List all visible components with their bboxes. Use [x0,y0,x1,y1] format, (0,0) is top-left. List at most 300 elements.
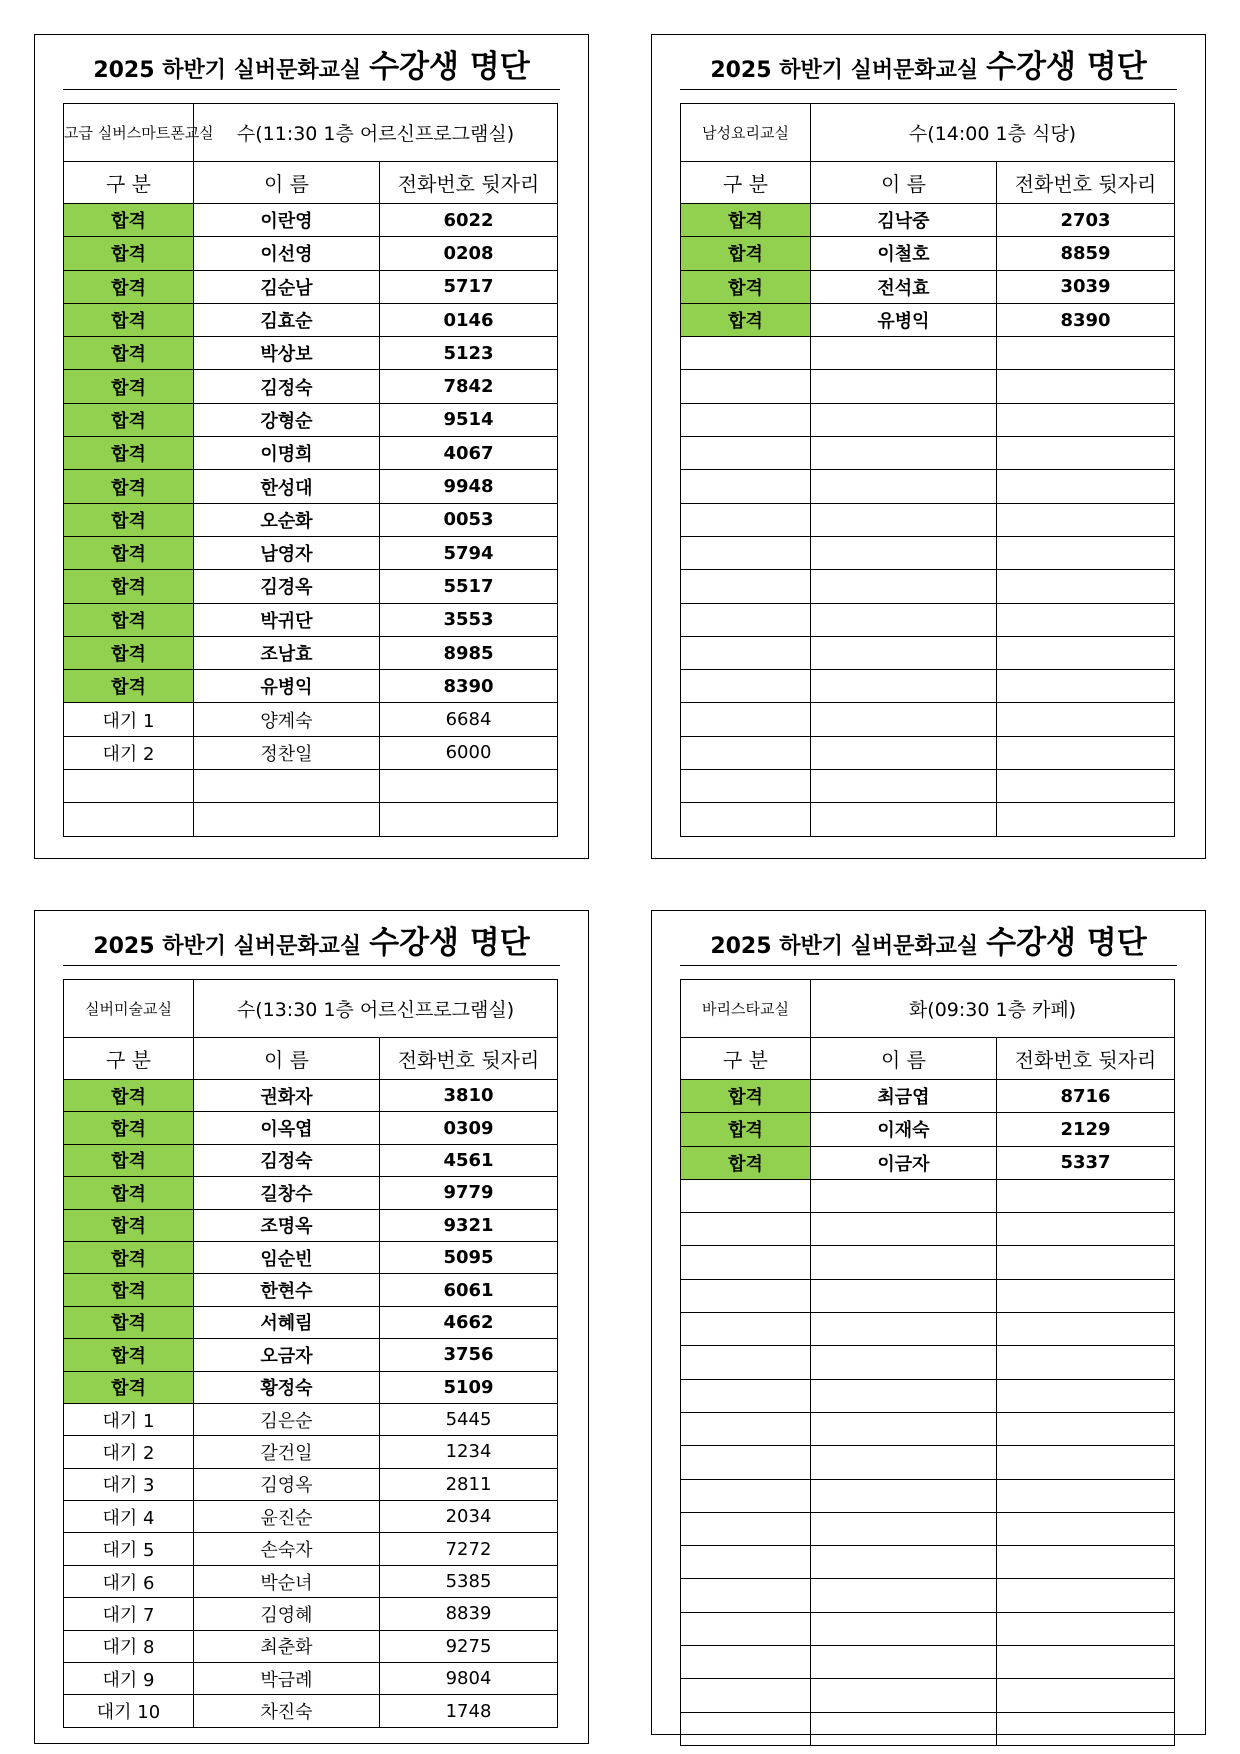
column-header-name: 이 름 [194,162,380,204]
roster-table [63,103,558,837]
table-row [64,303,558,336]
name-cell: 한현수 [194,1274,380,1306]
roster-panel-barista [651,910,1206,1735]
name-cell: 한성대 [194,470,380,503]
name-cell: 차진숙 [194,1695,380,1727]
status-cell: 합격 [64,536,194,569]
table-row [681,1412,1175,1445]
status-cell [681,1379,811,1412]
column-header-name: 이 름 [194,1038,380,1080]
status-cell: 대기 8 [64,1630,194,1662]
phone-cell: 9275 [380,1630,558,1662]
name-cell: 양계숙 [194,703,380,736]
phone-cell: 5445 [380,1403,558,1435]
class-info-row [64,104,558,162]
title-main: 수강생 명단 [369,49,530,85]
status-cell: 합격 [64,503,194,536]
table-row [681,603,1175,636]
name-cell [811,570,997,603]
table-row [64,503,558,536]
table-row [681,1579,1175,1612]
name-cell: 이금자 [811,1146,997,1179]
phone-cell: 6684 [380,703,558,736]
table-row [64,1306,558,1338]
table-row [681,670,1175,703]
table-row [64,1241,558,1273]
status-cell: 합격 [64,1274,194,1306]
phone-cell: 7842 [380,370,558,403]
status-cell: 대기 7 [64,1598,194,1630]
name-cell: 김영혜 [194,1598,380,1630]
name-cell [811,1712,997,1745]
panel-title [680,921,1177,966]
name-cell: 조남효 [194,636,380,669]
class-name: 고급 실버스마트폰교실 [64,104,194,162]
phone-cell [997,1179,1175,1212]
name-cell: 김영옥 [194,1468,380,1500]
phone-cell: 3756 [380,1339,558,1371]
phone-cell: 2129 [997,1113,1175,1146]
table-row [64,1080,558,1112]
title-prefix: 2025 하반기 실버문화교실 [93,934,362,959]
title-main: 수강생 명단 [986,925,1147,961]
table-row [681,536,1175,569]
phone-cell [997,1479,1175,1512]
table-row [64,1144,558,1176]
table-row [64,1339,558,1371]
status-cell: 합격 [64,1177,194,1209]
name-cell: 이명희 [194,437,380,470]
phone-cell [997,437,1175,470]
table-row [681,770,1175,803]
class-schedule: 수(13:30 1층 어르신프로그램실) [194,980,558,1038]
phone-cell: 5517 [380,570,558,603]
status-cell [681,1313,811,1346]
phone-cell [997,570,1175,603]
status-cell: 합격 [681,1113,811,1146]
status-cell: 합격 [64,1112,194,1144]
status-cell [681,1412,811,1445]
phone-cell [997,670,1175,703]
title-main: 수강생 명단 [986,49,1147,85]
status-cell [681,1479,811,1512]
name-cell [811,1446,997,1479]
table-row [681,570,1175,603]
table-row [64,1112,558,1144]
phone-cell: 0208 [380,237,558,270]
table-row [681,1080,1175,1113]
status-cell: 대기 10 [64,1695,194,1727]
name-cell [811,503,997,536]
phone-cell: 4662 [380,1306,558,1338]
status-cell [681,770,811,803]
phone-cell [997,1679,1175,1712]
status-cell [681,1612,811,1645]
phone-cell: 5794 [380,536,558,569]
phone-cell: 8859 [997,237,1175,270]
name-cell: 이재숙 [811,1113,997,1146]
phone-cell: 4067 [380,437,558,470]
table-row [64,437,558,470]
name-cell: 김은순 [194,1403,380,1435]
name-cell [811,1612,997,1645]
status-cell [681,470,811,503]
table-row [681,1546,1175,1579]
roster-panel-smartphone [34,34,589,859]
status-cell: 합격 [64,270,194,303]
phone-cell: 5717 [380,270,558,303]
status-cell: 합격 [681,270,811,303]
title-main: 수강생 명단 [369,925,530,961]
status-cell [681,636,811,669]
table-row [681,736,1175,769]
table-row [681,303,1175,336]
phone-cell: 5095 [380,1241,558,1273]
phone-cell: 2811 [380,1468,558,1500]
name-cell [811,337,997,370]
name-cell [811,1379,997,1412]
name-cell: 이란영 [194,204,380,237]
name-cell: 유병익 [194,670,380,703]
status-cell [681,703,811,736]
phone-cell: 8390 [380,670,558,703]
phone-cell: 1234 [380,1436,558,1468]
phone-cell [380,803,558,836]
column-header-status: 구 분 [681,1038,811,1080]
status-cell: 대기 5 [64,1533,194,1565]
name-cell: 최금엽 [811,1080,997,1113]
table-row [681,403,1175,436]
phone-cell: 6022 [380,204,558,237]
phone-cell [997,1646,1175,1679]
name-cell: 유병익 [811,303,997,336]
column-header-status: 구 분 [64,162,194,204]
table-row [64,1274,558,1306]
panel-title [680,45,1177,90]
table-row [64,1663,558,1695]
table-row [681,703,1175,736]
status-cell: 대기 2 [64,736,194,769]
status-cell [681,1679,811,1712]
status-cell: 합격 [64,437,194,470]
title-prefix: 2025 하반기 실버문화교실 [93,58,362,83]
status-cell [681,1213,811,1246]
phone-cell: 3810 [380,1080,558,1112]
table-row [64,1565,558,1597]
table-row [681,503,1175,536]
status-cell: 합격 [64,337,194,370]
phone-cell [997,803,1175,836]
status-cell: 대기 6 [64,1565,194,1597]
name-cell: 김정숙 [194,1144,380,1176]
table-row [64,770,558,803]
name-cell [811,1313,997,1346]
name-cell [194,770,380,803]
name-cell [811,1512,997,1545]
status-cell [681,1346,811,1379]
table-row [64,603,558,636]
phone-cell [997,1512,1175,1545]
header-row [681,1038,1175,1080]
status-cell: 합격 [64,1144,194,1176]
table-row [64,204,558,237]
table-row [681,337,1175,370]
header-row [681,162,1175,204]
phone-cell: 1748 [380,1695,558,1727]
status-cell: 합격 [64,570,194,603]
name-cell: 박금례 [194,1663,380,1695]
table-row [64,1403,558,1435]
table-row [681,636,1175,669]
phone-cell: 3039 [997,270,1175,303]
status-cell: 합격 [64,403,194,436]
table-row [64,1533,558,1565]
phone-cell: 8839 [380,1598,558,1630]
status-cell [681,1512,811,1545]
column-header-name: 이 름 [811,162,997,204]
table-row [681,1313,1175,1346]
phone-cell [997,603,1175,636]
table-row [681,1246,1175,1279]
phone-cell: 0053 [380,503,558,536]
table-row [681,1712,1175,1745]
status-cell [681,403,811,436]
phone-cell [997,703,1175,736]
phone-cell: 6000 [380,736,558,769]
header-row [64,162,558,204]
table-row [64,536,558,569]
phone-cell [997,1546,1175,1579]
column-header-phone: 전화번호 뒷자리 [380,1038,558,1080]
name-cell [811,703,997,736]
name-cell [811,770,997,803]
name-cell: 강형순 [194,403,380,436]
status-cell: 대기 1 [64,703,194,736]
name-cell [811,1679,997,1712]
status-cell [681,337,811,370]
phone-cell [997,1213,1175,1246]
table-row [64,337,558,370]
table-row [64,803,558,836]
status-cell: 합격 [681,303,811,336]
status-cell: 합격 [64,303,194,336]
class-info-row [681,980,1175,1038]
phone-cell [997,1246,1175,1279]
status-cell: 합격 [64,204,194,237]
roster-table [680,979,1175,1746]
status-cell: 합격 [681,237,811,270]
phone-cell: 8985 [380,636,558,669]
name-cell [811,470,997,503]
status-cell [681,1712,811,1745]
phone-cell [997,736,1175,769]
phone-cell: 2034 [380,1501,558,1533]
name-cell [811,370,997,403]
table-row [681,470,1175,503]
phone-cell: 5123 [380,337,558,370]
status-cell [681,736,811,769]
table-row [681,1379,1175,1412]
title-prefix: 2025 하반기 실버문화교실 [710,58,979,83]
status-cell [64,770,194,803]
name-cell: 김효순 [194,303,380,336]
phone-cell [997,536,1175,569]
phone-cell: 4561 [380,1144,558,1176]
table-row [64,1209,558,1241]
phone-cell [997,1346,1175,1379]
status-cell [681,603,811,636]
phone-cell: 5109 [380,1371,558,1403]
table-row [681,1346,1175,1379]
table-row [64,670,558,703]
name-cell [811,1546,997,1579]
table-row [681,204,1175,237]
status-cell: 대기 9 [64,1663,194,1695]
name-cell: 최춘화 [194,1630,380,1662]
column-header-phone: 전화번호 뒷자리 [997,162,1175,204]
status-cell [681,1279,811,1312]
phone-cell [997,1579,1175,1612]
table-row [64,237,558,270]
status-cell: 합격 [64,470,194,503]
table-row [64,703,558,736]
class-name: 바리스타교실 [681,980,811,1038]
table-row [681,1113,1175,1146]
phone-cell [997,1379,1175,1412]
column-header-phone: 전화번호 뒷자리 [997,1038,1175,1080]
name-cell: 박순녀 [194,1565,380,1597]
phone-cell: 2703 [997,204,1175,237]
name-cell: 황정숙 [194,1371,380,1403]
name-cell: 오금자 [194,1339,380,1371]
status-cell: 합격 [64,636,194,669]
status-cell [681,370,811,403]
phone-cell: 9779 [380,1177,558,1209]
name-cell: 이철호 [811,237,997,270]
name-cell [811,636,997,669]
table-row [64,636,558,669]
column-header-status: 구 분 [64,1038,194,1080]
table-row [681,1279,1175,1312]
status-cell: 합격 [64,1306,194,1338]
phone-cell: 9321 [380,1209,558,1241]
status-cell [681,437,811,470]
name-cell: 박상보 [194,337,380,370]
class-schedule: 수(11:30 1층 어르신프로그램실) [194,104,558,162]
phone-cell: 3553 [380,603,558,636]
name-cell [811,536,997,569]
status-cell: 합격 [64,1339,194,1371]
column-header-phone: 전화번호 뒷자리 [380,162,558,204]
phone-cell: 9804 [380,1663,558,1695]
status-cell [681,1646,811,1679]
status-cell: 합격 [681,204,811,237]
status-cell [681,1579,811,1612]
status-cell [681,1179,811,1212]
name-cell: 오순화 [194,503,380,536]
table-row [64,736,558,769]
phone-cell: 0309 [380,1112,558,1144]
name-cell: 김낙중 [811,204,997,237]
name-cell [811,1579,997,1612]
status-cell: 합격 [64,1080,194,1112]
status-cell: 합격 [64,1209,194,1241]
status-cell: 대기 2 [64,1436,194,1468]
phone-cell [997,770,1175,803]
status-cell: 합격 [681,1080,811,1113]
table-row [64,1501,558,1533]
class-info-row [64,980,558,1038]
name-cell: 손숙자 [194,1533,380,1565]
status-cell [681,536,811,569]
table-row [681,1446,1175,1479]
class-schedule: 화(09:30 1층 카페) [811,980,1175,1038]
name-cell [811,1479,997,1512]
phone-cell [997,1712,1175,1745]
phone-cell [997,1612,1175,1645]
table-row [681,370,1175,403]
status-cell: 합격 [681,1146,811,1179]
table-row [681,1612,1175,1645]
table-row [681,1512,1175,1545]
name-cell [811,1246,997,1279]
roster-table [63,979,558,1728]
table-row [64,270,558,303]
status-cell [681,1446,811,1479]
name-cell [811,1412,997,1445]
phone-cell: 9948 [380,470,558,503]
name-cell: 이옥엽 [194,1112,380,1144]
name-cell [811,1279,997,1312]
name-cell: 남영자 [194,536,380,569]
name-cell: 길창수 [194,1177,380,1209]
table-row [681,270,1175,303]
phone-cell [997,1412,1175,1445]
name-cell [811,1346,997,1379]
name-cell: 임순빈 [194,1241,380,1273]
table-row [64,1630,558,1662]
name-cell: 김경옥 [194,570,380,603]
panel-title [63,45,560,90]
name-cell [194,803,380,836]
name-cell: 김순남 [194,270,380,303]
header-row [64,1038,558,1080]
phone-cell [997,403,1175,436]
table-row [64,1371,558,1403]
name-cell [811,1213,997,1246]
status-cell [681,803,811,836]
name-cell: 이선영 [194,237,380,270]
phone-cell: 7272 [380,1533,558,1565]
table-row [681,1213,1175,1246]
phone-cell [997,636,1175,669]
name-cell: 서혜림 [194,1306,380,1338]
status-cell [64,803,194,836]
name-cell: 갈건일 [194,1436,380,1468]
table-row [64,470,558,503]
name-cell [811,670,997,703]
name-cell: 윤진순 [194,1501,380,1533]
status-cell: 대기 3 [64,1468,194,1500]
roster-panel-cooking [651,34,1206,859]
table-row [64,570,558,603]
table-row [64,1177,558,1209]
class-name: 남성요리교실 [681,104,811,162]
phone-cell [380,770,558,803]
table-row [64,1695,558,1727]
phone-cell: 5385 [380,1565,558,1597]
table-row [681,1646,1175,1679]
